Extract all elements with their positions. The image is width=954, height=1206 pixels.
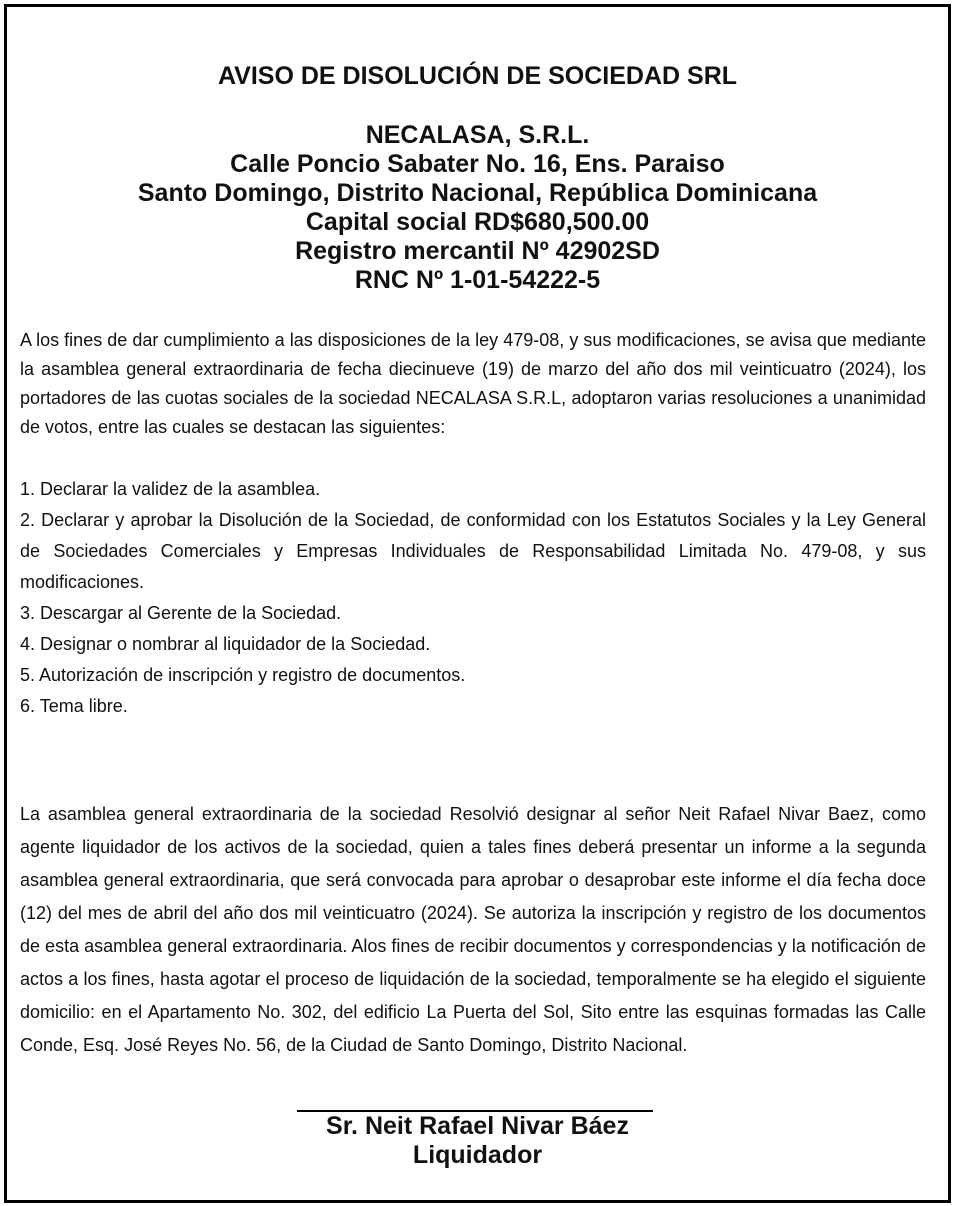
list-item: 4. Designar o nombrar al liquidador de la Sociedad.: [20, 634, 431, 654]
list-item: 2. Declarar y aprobar la Disolución de la Sociedad, de conformidad con los Estatutos Sociales y la Ley General de Sociedades Comerciales y Empresas Individuales de Responsabilidad Limitada No. 479-08, y sus modificaciones.: [20, 510, 926, 592]
closing-paragraph: La asamblea general extraordinaria de la sociedad Resolvió designar al señor Neit Rafael Nivar Baez, como agente liquidador de los activos de la sociedad, quien a tales fines deberá presentar un informe a la segunda asamblea general extraordinaria, que será convocada para aprobar o desaprobar este informe el día fecha doce (12) del mes de abril del año dos mil veinticuatro (2024). Se autoriza la inscripción y registro de los documentos de esta asamblea general extraordinaria. Alos fines de recibir documentos y correspondencias y la notificación de actos a los fines, hasta agotar el proceso de liquidación de la sociedad, temporalmente se ha elegido el siguiente domicilio: en el Apartamento No. 302, del edificio La Puerta del Sol, Sito entre las esquinas formadas las Calle Conde, Esq. José Reyes No. 56, de la Ciudad de Santo Domingo, Distrito Nacional.: [20, 804, 926, 1055]
company-rnc: RNC Nº 1-01-54222-5: [354, 266, 601, 294]
signature-block: [7, 1112, 948, 1170]
company-city: Santo Domingo, Distrito Nacional, República Dominicana: [137, 179, 818, 207]
list-item: 3. Descargar al Gerente de la Sociedad.: [20, 603, 342, 623]
company-registry: Registro mercantil Nº 42902SD: [295, 237, 660, 265]
list-item: 6. Tema libre.: [20, 696, 128, 716]
company-name: NECALASA, S.R.L.: [365, 121, 590, 149]
resolutions-list: [20, 474, 926, 722]
company-address: Calle Poncio Sabater No. 16, Ens. Paraiso: [230, 150, 725, 178]
notice-frame: [4, 4, 951, 1203]
signature-name: Sr. Neit Rafael Nivar Báez: [326, 1112, 629, 1140]
list-item: 5. Autorización de inscripción y registro de documentos.: [20, 665, 466, 685]
company-capital: Capital social RD$680,500.00: [305, 208, 650, 236]
list-item: 1. Declarar la validez de la asamblea.: [20, 479, 321, 499]
signature-role: Liquidador: [412, 1141, 543, 1169]
intro-paragraph: A los fines de dar cumplimiento a las disposiciones de la ley 479-08, y sus modificaciones, se avisa que mediante la asamblea general extraordinaria de fecha diecinueve (19) de marzo del año dos mil veinticuatro (2024), los portadores de las cuotas sociales de la sociedad NECALASA S.R.L, adoptaron varias resoluciones a unanimidad de votos, entre las cuales se destacan las siguientes:: [20, 330, 926, 437]
notice-title: AVISO DE DISOLUCIÓN DE SOCIEDAD SRL: [217, 62, 738, 90]
company-header: [7, 121, 948, 295]
